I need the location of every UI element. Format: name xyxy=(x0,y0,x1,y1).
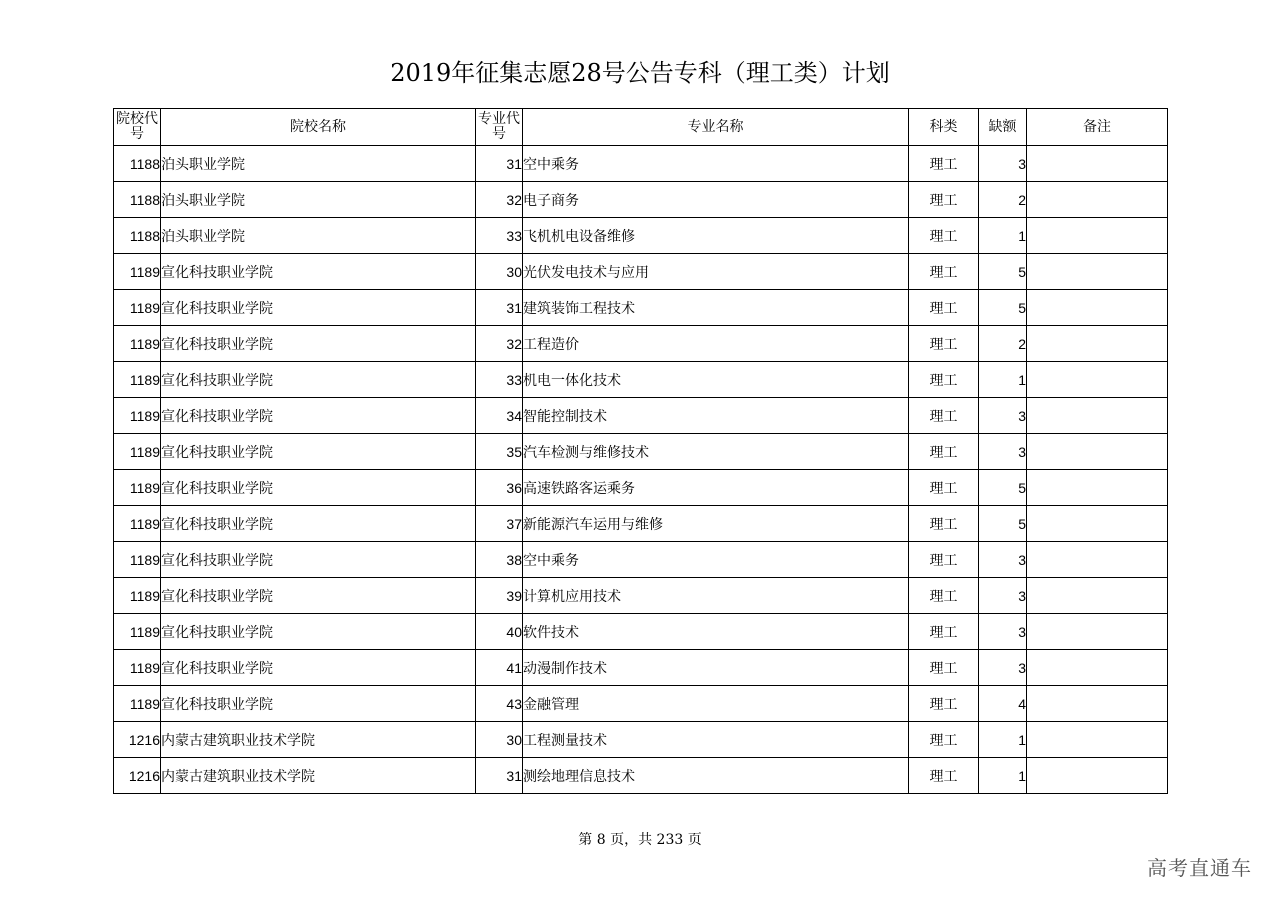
cell-major-code: 39 xyxy=(476,578,523,614)
table-row xyxy=(114,506,1168,542)
cell-category: 理工 xyxy=(909,614,979,650)
cell-school-code: 1189 xyxy=(114,362,161,398)
table-row xyxy=(114,614,1168,650)
cell-school-code: 1189 xyxy=(114,614,161,650)
cell-category: 理工 xyxy=(909,470,979,506)
cell-school-code: 1189 xyxy=(114,470,161,506)
cell-major-name: 飞机机电设备维修 xyxy=(523,218,909,254)
cell-major-name: 建筑装饰工程技术 xyxy=(523,290,909,326)
cell-school-name: 内蒙古建筑职业技术学院 xyxy=(161,758,476,794)
cell-major-name: 金融管理 xyxy=(523,686,909,722)
cell-major-code: 32 xyxy=(476,326,523,362)
cell-major-name: 空中乘务 xyxy=(523,146,909,182)
cell-vacancy: 3 xyxy=(979,398,1027,434)
cell-school-name: 宣化科技职业学院 xyxy=(161,650,476,686)
cell-school-name: 内蒙古建筑职业技术学院 xyxy=(161,722,476,758)
cell-note xyxy=(1027,182,1168,218)
cell-vacancy: 2 xyxy=(979,326,1027,362)
cell-school-code: 1189 xyxy=(114,578,161,614)
cell-vacancy: 1 xyxy=(979,722,1027,758)
cell-note xyxy=(1027,362,1168,398)
cell-category: 理工 xyxy=(909,146,979,182)
table-row xyxy=(114,542,1168,578)
cell-major-code: 30 xyxy=(476,254,523,290)
cell-school-code: 1188 xyxy=(114,182,161,218)
cell-vacancy: 2 xyxy=(979,182,1027,218)
cell-major-code: 31 xyxy=(476,146,523,182)
header-vacancy: 缺额 xyxy=(979,109,1027,146)
cell-vacancy: 3 xyxy=(979,434,1027,470)
header-major-name: 专业名称 xyxy=(523,109,909,146)
cell-major-name: 高速铁路客运乘务 xyxy=(523,470,909,506)
cell-major-name: 光伏发电技术与应用 xyxy=(523,254,909,290)
cell-note xyxy=(1027,290,1168,326)
cell-school-name: 宣化科技职业学院 xyxy=(161,362,476,398)
cell-major-name: 工程测量技术 xyxy=(523,722,909,758)
cell-note xyxy=(1027,470,1168,506)
table-row xyxy=(114,146,1168,182)
header-major-code: 专业代号 xyxy=(476,109,523,146)
cell-vacancy: 1 xyxy=(979,218,1027,254)
cell-category: 理工 xyxy=(909,650,979,686)
cell-major-name: 软件技术 xyxy=(523,614,909,650)
cell-school-code: 1188 xyxy=(114,146,161,182)
cell-major-name: 智能控制技术 xyxy=(523,398,909,434)
cell-category: 理工 xyxy=(909,398,979,434)
table-row xyxy=(114,218,1168,254)
cell-major-name: 新能源汽车运用与维修 xyxy=(523,506,909,542)
cell-school-code: 1189 xyxy=(114,434,161,470)
table-row xyxy=(114,182,1168,218)
cell-note xyxy=(1027,218,1168,254)
cell-school-name: 宣化科技职业学院 xyxy=(161,434,476,470)
cell-major-name: 计算机应用技术 xyxy=(523,578,909,614)
cell-school-name: 泊头职业学院 xyxy=(161,182,476,218)
cell-school-code: 1189 xyxy=(114,686,161,722)
cell-school-name: 宣化科技职业学院 xyxy=(161,614,476,650)
table-header-row xyxy=(114,109,1168,146)
page-footer: 第 8 页，共 233 页 xyxy=(578,832,702,848)
cell-major-name: 汽车检测与维修技术 xyxy=(523,434,909,470)
table-row xyxy=(114,398,1168,434)
cell-major-code: 33 xyxy=(476,362,523,398)
cell-major-code: 31 xyxy=(476,758,523,794)
cell-school-code: 1216 xyxy=(114,758,161,794)
cell-major-code: 41 xyxy=(476,650,523,686)
cell-school-name: 宣化科技职业学院 xyxy=(161,398,476,434)
cell-major-code: 36 xyxy=(476,470,523,506)
cell-major-code: 30 xyxy=(476,722,523,758)
cell-note xyxy=(1027,686,1168,722)
cell-category: 理工 xyxy=(909,218,979,254)
table-row xyxy=(114,362,1168,398)
cell-major-name: 测绘地理信息技术 xyxy=(523,758,909,794)
cell-school-name: 宣化科技职业学院 xyxy=(161,686,476,722)
cell-note xyxy=(1027,254,1168,290)
cell-school-code: 1216 xyxy=(114,722,161,758)
cell-note xyxy=(1027,542,1168,578)
cell-vacancy: 5 xyxy=(979,290,1027,326)
page-title: 2019年征集志愿28号公告专科（理工类）计划 xyxy=(390,59,890,87)
cell-major-name: 电子商务 xyxy=(523,182,909,218)
cell-category: 理工 xyxy=(909,722,979,758)
cell-school-code: 1189 xyxy=(114,650,161,686)
cell-vacancy: 3 xyxy=(979,542,1027,578)
header-school-name: 院校名称 xyxy=(161,109,476,146)
cell-category: 理工 xyxy=(909,434,979,470)
table-row xyxy=(114,326,1168,362)
cell-school-name: 宣化科技职业学院 xyxy=(161,326,476,362)
header-note: 备注 xyxy=(1027,109,1168,146)
cell-major-code: 34 xyxy=(476,398,523,434)
cell-major-name: 空中乘务 xyxy=(523,542,909,578)
cell-school-name: 宣化科技职业学院 xyxy=(161,506,476,542)
cell-vacancy: 3 xyxy=(979,614,1027,650)
cell-school-code: 1189 xyxy=(114,398,161,434)
table-row xyxy=(114,722,1168,758)
cell-category: 理工 xyxy=(909,578,979,614)
table-row xyxy=(114,434,1168,470)
cell-school-name: 宣化科技职业学院 xyxy=(161,470,476,506)
cell-vacancy: 1 xyxy=(979,758,1027,794)
cell-vacancy: 5 xyxy=(979,470,1027,506)
table-row xyxy=(114,290,1168,326)
table-row xyxy=(114,470,1168,506)
cell-school-code: 1188 xyxy=(114,218,161,254)
cell-category: 理工 xyxy=(909,758,979,794)
cell-major-name: 工程造价 xyxy=(523,326,909,362)
cell-category: 理工 xyxy=(909,686,979,722)
cell-major-code: 35 xyxy=(476,434,523,470)
cell-vacancy: 5 xyxy=(979,254,1027,290)
cell-major-code: 40 xyxy=(476,614,523,650)
cell-school-code: 1189 xyxy=(114,506,161,542)
cell-major-name: 动漫制作技术 xyxy=(523,650,909,686)
cell-major-code: 33 xyxy=(476,218,523,254)
cell-vacancy: 5 xyxy=(979,506,1027,542)
cell-category: 理工 xyxy=(909,182,979,218)
cell-school-name: 泊头职业学院 xyxy=(161,146,476,182)
cell-school-name: 宣化科技职业学院 xyxy=(161,290,476,326)
cell-category: 理工 xyxy=(909,326,979,362)
cell-school-code: 1189 xyxy=(114,542,161,578)
table-row xyxy=(114,650,1168,686)
cell-school-name: 宣化科技职业学院 xyxy=(161,542,476,578)
cell-major-code: 32 xyxy=(476,182,523,218)
cell-note xyxy=(1027,146,1168,182)
cell-note xyxy=(1027,398,1168,434)
cell-vacancy: 4 xyxy=(979,686,1027,722)
cell-note xyxy=(1027,614,1168,650)
table-row xyxy=(114,758,1168,794)
table-row xyxy=(114,686,1168,722)
table-row xyxy=(114,578,1168,614)
cell-vacancy: 3 xyxy=(979,146,1027,182)
cell-category: 理工 xyxy=(909,542,979,578)
cell-school-name: 宣化科技职业学院 xyxy=(161,254,476,290)
cell-vacancy: 3 xyxy=(979,650,1027,686)
cell-major-name: 机电一体化技术 xyxy=(523,362,909,398)
cell-school-name: 泊头职业学院 xyxy=(161,218,476,254)
cell-note xyxy=(1027,578,1168,614)
cell-major-code: 31 xyxy=(476,290,523,326)
watermark: 高考直通车 xyxy=(1147,856,1252,880)
plan-table xyxy=(113,108,1168,794)
cell-note xyxy=(1027,326,1168,362)
cell-school-code: 1189 xyxy=(114,290,161,326)
cell-note xyxy=(1027,650,1168,686)
cell-school-code: 1189 xyxy=(114,254,161,290)
cell-major-code: 43 xyxy=(476,686,523,722)
cell-category: 理工 xyxy=(909,506,979,542)
cell-note xyxy=(1027,434,1168,470)
cell-category: 理工 xyxy=(909,362,979,398)
cell-major-code: 37 xyxy=(476,506,523,542)
cell-vacancy: 1 xyxy=(979,362,1027,398)
cell-school-name: 宣化科技职业学院 xyxy=(161,578,476,614)
cell-note xyxy=(1027,506,1168,542)
cell-category: 理工 xyxy=(909,254,979,290)
table-row xyxy=(114,254,1168,290)
header-category: 科类 xyxy=(909,109,979,146)
cell-note xyxy=(1027,758,1168,794)
cell-vacancy: 3 xyxy=(979,578,1027,614)
cell-major-code: 38 xyxy=(476,542,523,578)
cell-category: 理工 xyxy=(909,290,979,326)
cell-school-code: 1189 xyxy=(114,326,161,362)
header-school-code: 院校代号 xyxy=(114,109,161,146)
cell-note xyxy=(1027,722,1168,758)
